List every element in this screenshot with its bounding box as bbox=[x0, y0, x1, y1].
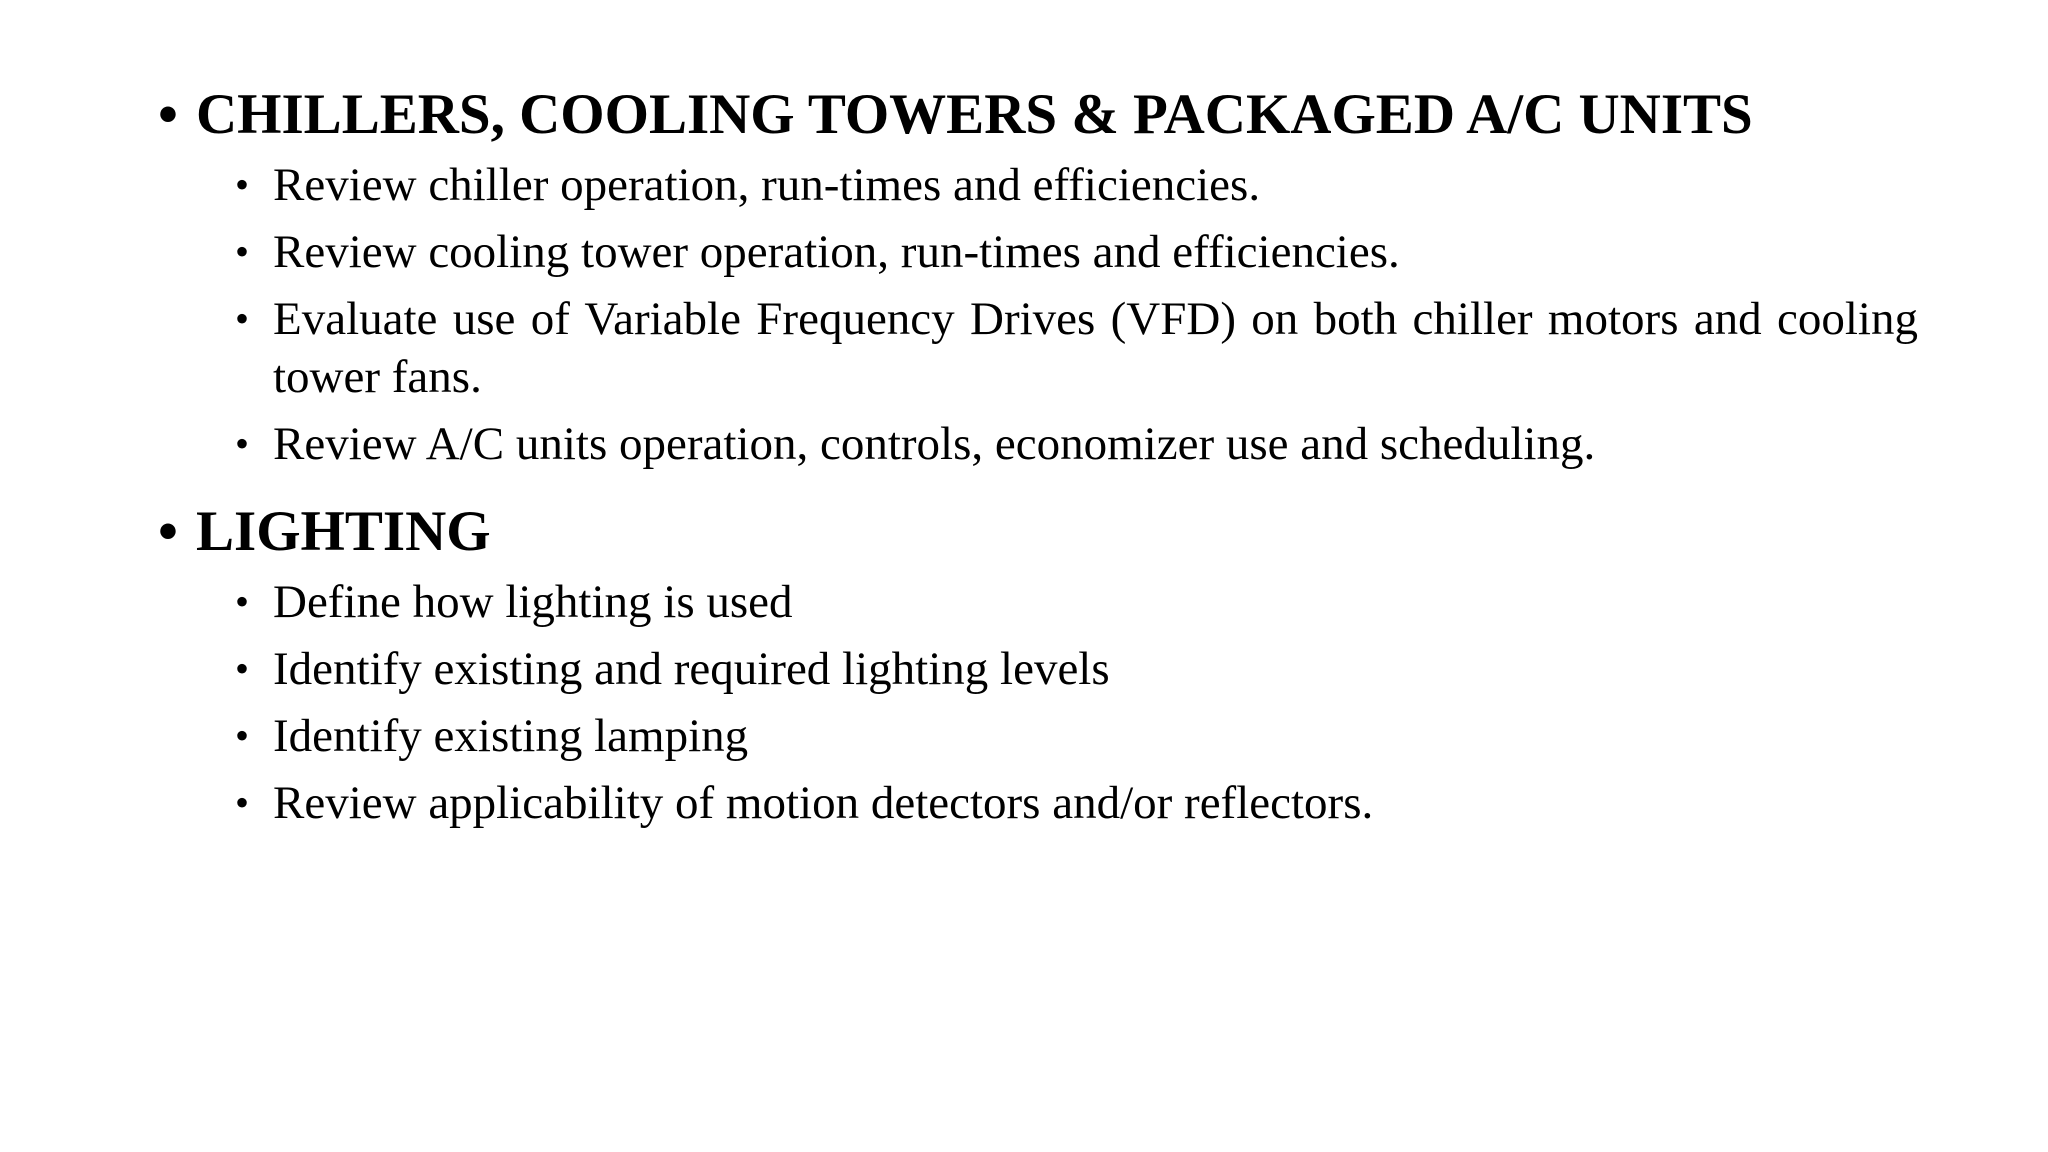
bullet-list bbox=[158, 156, 1918, 473]
bullet-icon: • bbox=[235, 162, 250, 207]
bullet-icon: • bbox=[235, 421, 250, 466]
bullet-icon: • bbox=[235, 646, 250, 691]
list-item-text: Review A/C units operation, controls, economizer use and scheduling. bbox=[273, 418, 1596, 470]
section-heading bbox=[158, 491, 1918, 573]
list-item-text: Identify existing and required lighting levels bbox=[273, 643, 1110, 695]
section-heading bbox=[158, 74, 1918, 156]
list-item bbox=[158, 290, 1918, 406]
list-item bbox=[158, 707, 1918, 765]
list-item-text: Evaluate use of Variable Frequency Drives (VFD) on both chiller motors and cooling tower fans. bbox=[273, 293, 1918, 403]
bullet-icon: • bbox=[235, 780, 250, 825]
list-item bbox=[158, 223, 1918, 281]
bullet-icon: • bbox=[235, 229, 250, 274]
bullet-icon: • bbox=[235, 579, 250, 624]
heading-text: CHILLERS, COOLING TOWERS & PACKAGED A/C UNITS bbox=[196, 83, 1753, 146]
section-lighting bbox=[158, 491, 1918, 832]
bullet-icon: • bbox=[158, 500, 178, 563]
list-item bbox=[158, 774, 1918, 832]
list-item-text: Review chiller operation, run-times and efficiencies. bbox=[273, 159, 1261, 211]
bullet-icon: • bbox=[235, 296, 250, 341]
heading-text: LIGHTING bbox=[196, 500, 491, 563]
list-item-text: Review cooling tower operation, run-times and efficiencies. bbox=[273, 226, 1400, 278]
slide-content bbox=[158, 74, 1918, 832]
list-item bbox=[158, 156, 1918, 214]
list-item-text: Review applicability of motion detectors and/or reflectors. bbox=[273, 777, 1374, 829]
list-item bbox=[158, 573, 1918, 631]
list-item bbox=[158, 640, 1918, 698]
bullet-icon: • bbox=[158, 83, 178, 146]
list-item-text: Identify existing lamping bbox=[273, 710, 749, 762]
list-item-text: Define how lighting is used bbox=[273, 576, 793, 628]
bullet-icon: • bbox=[235, 713, 250, 758]
list-item bbox=[158, 415, 1918, 473]
section-chillers bbox=[158, 74, 1918, 473]
bullet-list bbox=[158, 573, 1918, 832]
